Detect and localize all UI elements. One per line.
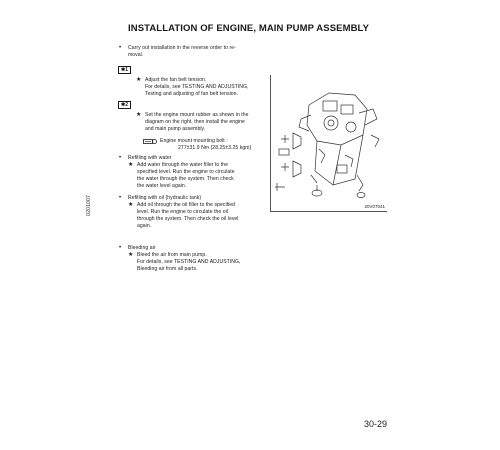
- bullet-dot: •: [119, 45, 122, 51]
- torque-value: 277±31.9 Nm {28.25±3.25 kgm}: [178, 145, 252, 151]
- step-line: For details, see TESTING AND ADJUSTING,: [145, 84, 249, 91]
- refill-water-heading: Refilling with water: [128, 155, 172, 161]
- bleed-line: For details, see TESTING AND ADJUSTING,: [137, 259, 241, 266]
- figure-id: 20V07041: [364, 204, 385, 209]
- bleed-line: Bleeding air from all parts.: [137, 266, 198, 273]
- star-icon: ★: [128, 202, 134, 208]
- star-icon: ★: [136, 77, 142, 83]
- refill-oil-line: through the system. Then check the oil level: [137, 216, 239, 223]
- step-1-text: [145, 77, 248, 98]
- refill-water-line: specified level. Run the engine to circulate: [137, 169, 235, 176]
- refill-oil-heading: Refilling with oil (hydraulic tank): [128, 195, 202, 201]
- refill-oil-line: Add oil through the oil filler to the specified: [137, 202, 236, 208]
- step-mark-number: 2: [125, 102, 128, 108]
- step-2-text: [145, 112, 249, 133]
- bleed-heading: Bleeding air: [128, 245, 156, 251]
- step-mark-1: ✱1: [118, 66, 131, 74]
- refill-water-text: [137, 162, 235, 190]
- step-line: Adjust the fan belt tension.: [145, 77, 207, 83]
- bullet-dot: •: [119, 245, 122, 251]
- page-number: 30-29: [364, 419, 388, 429]
- page-title: INSTALLATION OF ENGINE, MAIN PUMP ASSEMBLY: [128, 23, 370, 34]
- star-icon: ★: [136, 112, 142, 118]
- bullet-dot: •: [119, 195, 122, 201]
- bleed-line: Bleed the air from main pump.: [137, 252, 207, 258]
- intro-line: moval.: [128, 52, 144, 59]
- intro-text: [128, 45, 236, 59]
- engine-mount-figure: [270, 75, 387, 212]
- step-line: Set the engine mount rubber as shown in the: [145, 112, 249, 118]
- bleed-text: [137, 252, 240, 273]
- refill-water-line: Add water through the water filler to the: [137, 162, 228, 168]
- torque-label: Engine mount mounting bolt :: [160, 138, 228, 144]
- refill-water-line: the water through the system. Then check: [137, 176, 234, 183]
- star-icon: ★: [128, 162, 134, 168]
- star-icon: ★: [128, 252, 134, 258]
- step-mark-number: 1: [125, 67, 128, 73]
- intro-line: Carry out installation in the reverse order to re-: [128, 45, 236, 51]
- step-mark-2: ✱2: [118, 101, 131, 109]
- torque-wrench-icon: [143, 138, 157, 147]
- refill-water-line: the water level again.: [137, 183, 187, 190]
- refill-oil-line: level. Run the engine to circulate the oil: [137, 209, 229, 216]
- refill-oil-line: again.: [137, 223, 152, 230]
- bullet-dot: •: [119, 155, 122, 161]
- refill-oil-text: [137, 202, 239, 230]
- side-code: 0201007: [86, 195, 92, 216]
- step-line: and main pump assembly.: [145, 126, 206, 133]
- step-line: diagram on the right, then install the engine: [145, 119, 245, 126]
- step-line: Testing and adjusting of fan belt tension.: [145, 91, 239, 98]
- engine-mount-diagram: [271, 75, 387, 211]
